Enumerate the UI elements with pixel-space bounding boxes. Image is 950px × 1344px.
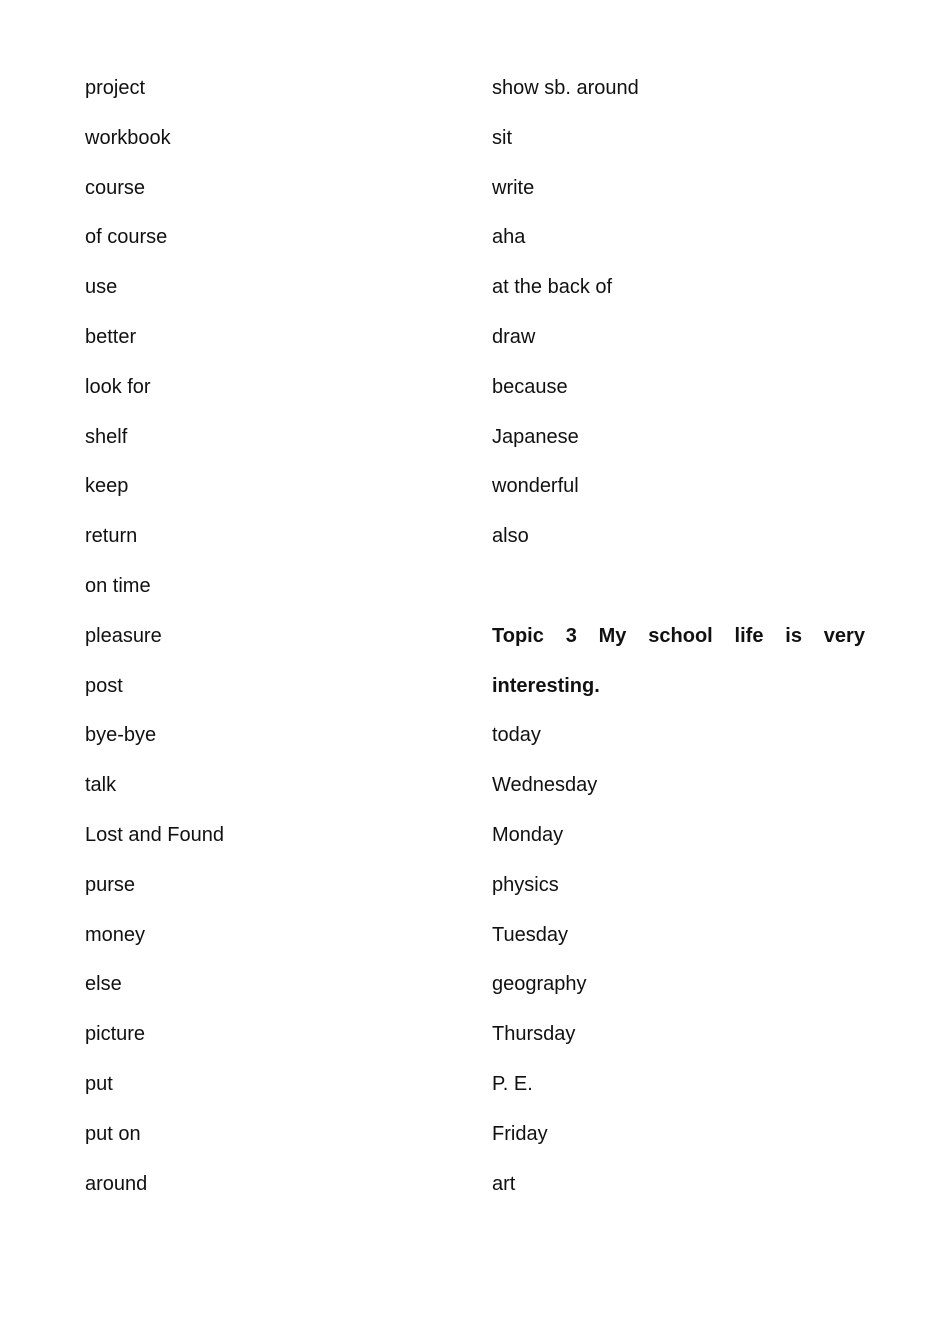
vocab-word: physics [492,873,559,896]
vocab-word: sit [492,126,512,149]
vocab-word: P. E. [492,1072,533,1095]
topic-heading-word: life [734,624,764,647]
topic-heading-word: is [785,624,802,647]
topic-heading [492,612,865,712]
vocab-word: talk [85,774,117,797]
topic-heading-line2: interesting. [492,674,600,697]
vocab-word: Monday [492,823,564,846]
vocab-word: Tuesday [492,923,568,946]
vocab-word: at the back of [492,276,613,299]
topic-heading-word: school [648,624,713,647]
vocab-word: show sb. around [492,77,639,99]
vocab-word: put [85,1072,113,1095]
vocab-word: Lost and Found [85,823,224,846]
vocab-word: look for [85,375,151,398]
vocab-word: Thursday [492,1023,576,1046]
vocab-word: art [492,1172,516,1195]
vocab-word: also [492,525,529,548]
vocab-word: pleasure [85,624,162,647]
vocab-word: bye-bye [85,724,157,747]
vocab-word: purse [85,873,136,896]
vocab-word: project [85,77,146,99]
vocab-word: keep [85,475,129,498]
topic-heading-word: My [598,624,627,647]
vocab-word: around [85,1172,148,1195]
topic-heading-word: very [823,624,865,647]
vocab-word: geography [492,973,587,996]
vocab-word: today [492,724,541,747]
vocab-word: Japanese [492,425,579,448]
vocab-word: money [85,923,146,946]
vocab-word: post [85,674,123,697]
vocab-word: use [85,276,118,299]
vocab-word: of course [85,226,168,249]
vocab-word: aha [492,226,526,249]
vocab-word: course [85,176,146,199]
topic-heading-word: Topic [492,624,544,647]
vocab-word: write [492,176,535,199]
vocab-word: because [492,375,568,398]
vocab-word: better [85,325,137,348]
vocab-word: wonderful [492,475,579,498]
vocab-word: workbook [85,126,171,149]
vocab-word: return [85,525,138,548]
topic-heading-word: 3 [565,624,577,647]
vocab-word: Wednesday [492,774,598,797]
vocab-word: shelf [85,425,128,448]
blank-line [492,562,865,612]
vocab-word: draw [492,325,536,348]
vocab-word: put on [85,1122,141,1145]
vocab-word: picture [85,1023,146,1046]
vocab-column-left [85,64,445,1209]
vocab-word: else [85,973,122,996]
topic-heading-line1 [492,612,865,662]
vocab-column-right [492,64,865,1209]
vocab-word: on time [85,574,151,597]
vocab-word: Friday [492,1122,548,1145]
